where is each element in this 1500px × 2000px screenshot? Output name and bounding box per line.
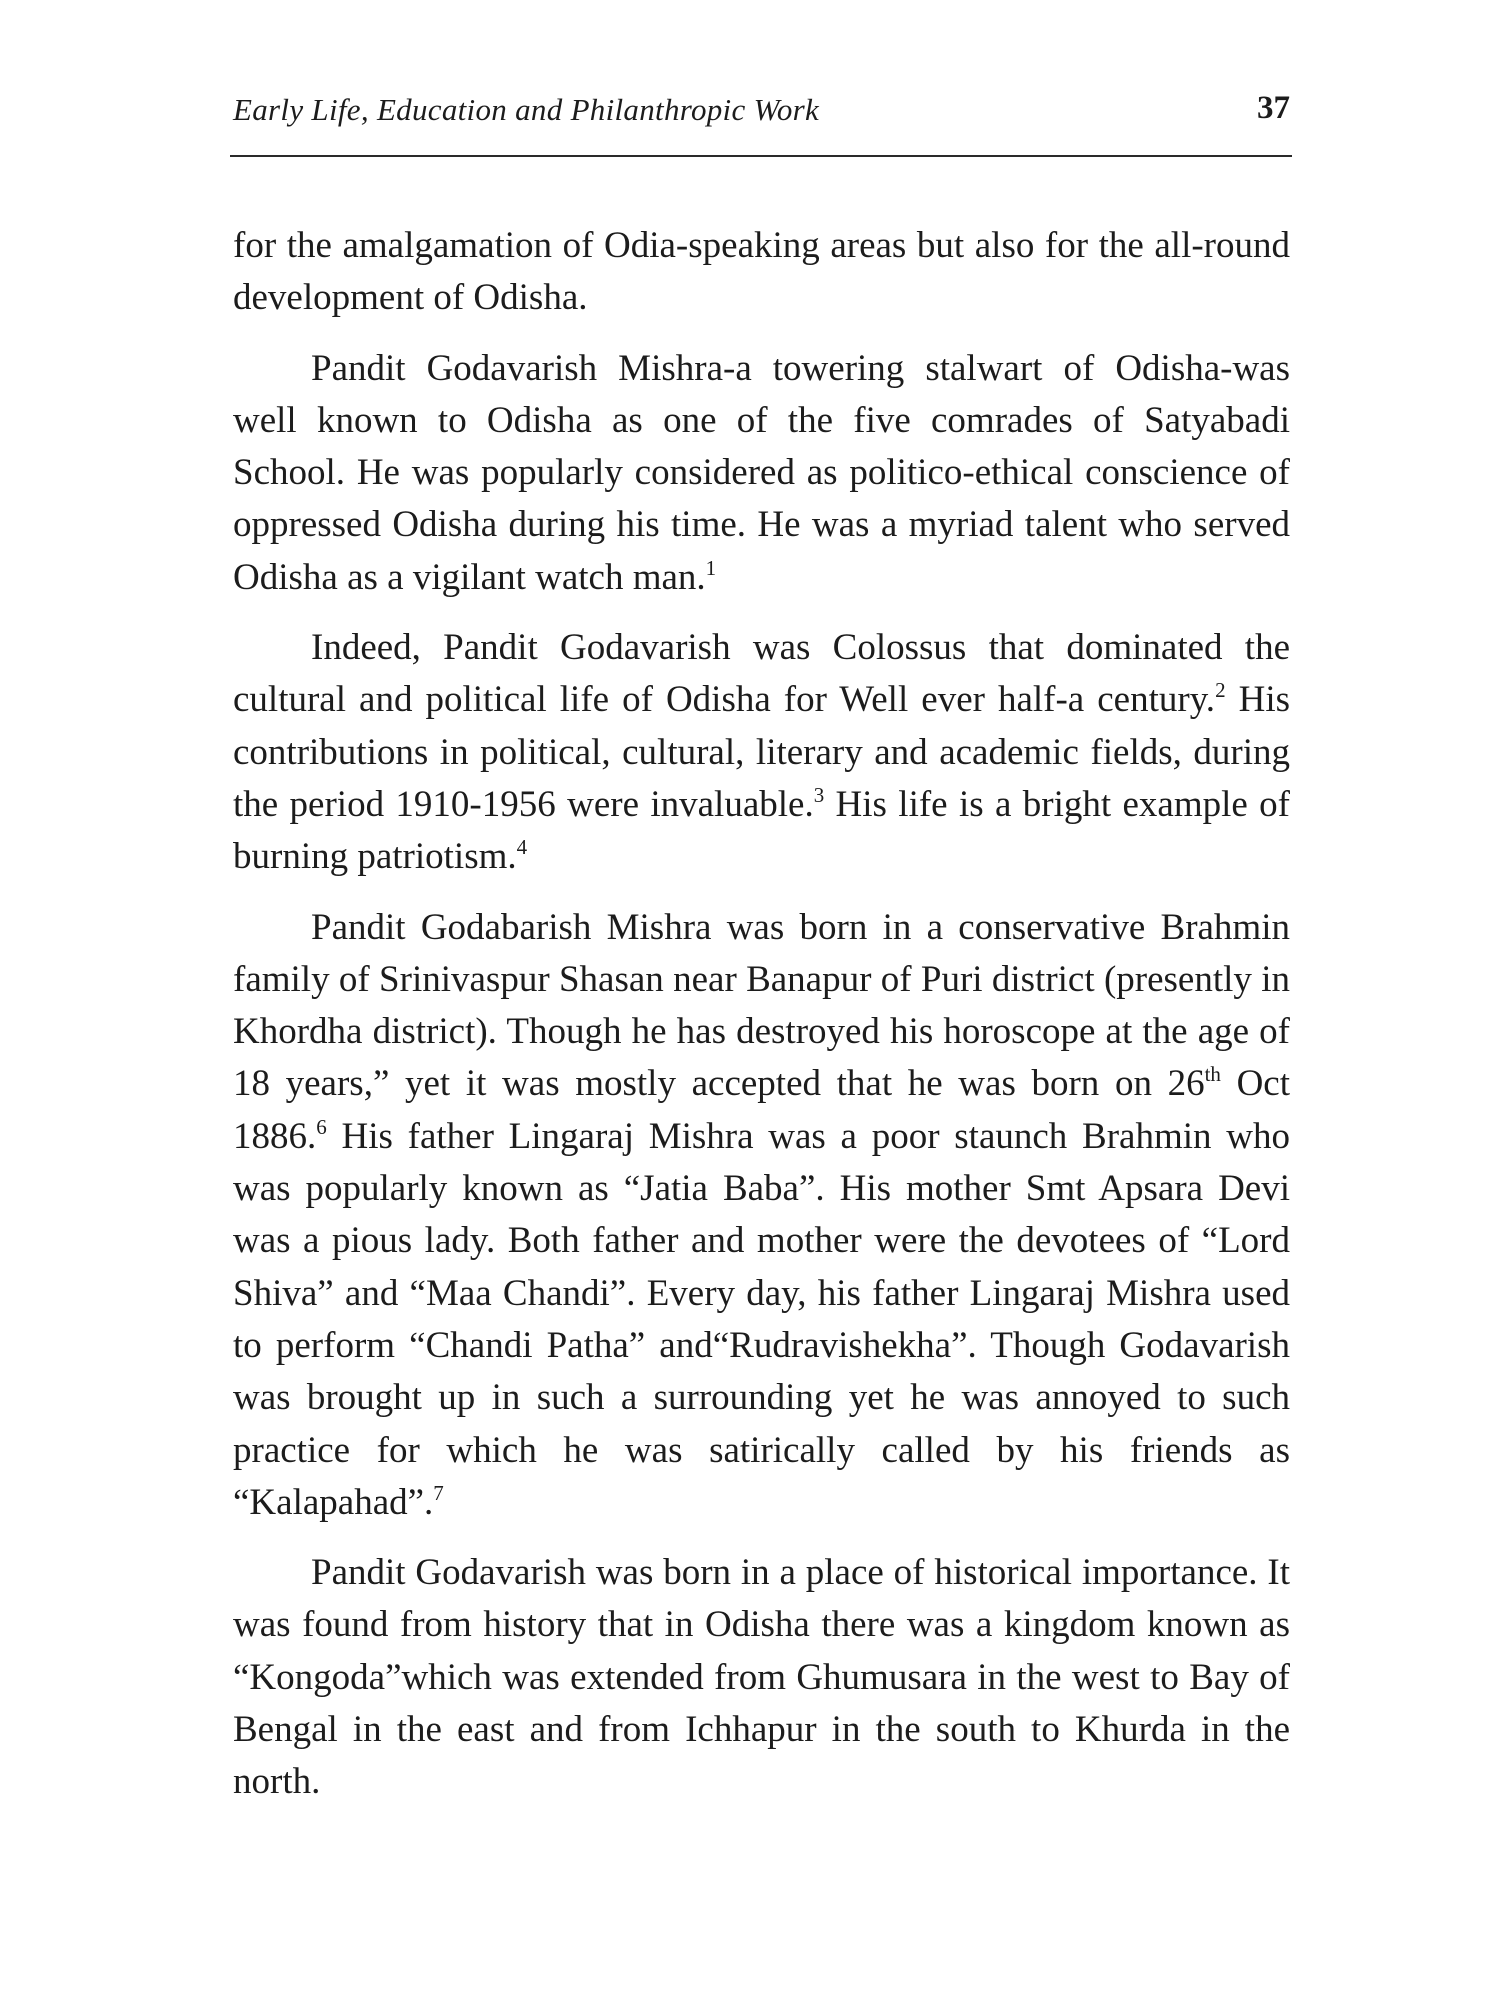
text-run: Oct 1886. [233, 1063, 1290, 1157]
footnote-ref-3: 3 [813, 782, 825, 807]
text-run: for the amalgamation of Odia-speaking areas but also for the all-round development of Odisha. [233, 225, 1290, 319]
paragraph-3 [233, 622, 1290, 883]
footnote-ref-2: 2 [1215, 678, 1226, 703]
footnote-ref-7: 7 [433, 1480, 444, 1505]
text-run: Pandit Godabarish Mishra was born in a conservative Brahmin family of Srinivaspur Shasan near Banapur of Puri district (presently in Khordha district). Though he has destroyed his horoscope at the age of 18 years,” yet it was mostly accepted that he was born on 26 [233, 906, 1290, 1105]
text-run: His father Lingaraj Mishra was a poor staunch Brahmin who was popularly known as “Jatia Baba”. His mother Smt Apsara Devi was a pious lady. Both father and mother were the devotees of “Lord Shiva” and “Maa Chandi”. Every day, his father Lingaraj Mishra used to perform “Chandi Patha” and“Rudravishekha”. Though Godavarish was brought up in such a surrounding yet he was annoyed to such practice for which he was satirically called by his friends as “Kalapahad”. [233, 1115, 1290, 1523]
paragraph-5 [233, 1547, 1290, 1808]
footnote-ref-1: 1 [705, 555, 717, 580]
paragraph-4 [233, 902, 1290, 1530]
body-text [233, 220, 1290, 1827]
header-rule [230, 155, 1292, 157]
footnote-ref-6: 6 [316, 1114, 327, 1139]
running-title: Early Life, Education and Philanthropic Work [233, 92, 820, 127]
ordinal-suffix: th [1204, 1062, 1221, 1087]
running-head [233, 92, 1290, 132]
footnote-ref-4: 4 [516, 835, 528, 860]
paragraph-2 [233, 343, 1290, 604]
text-run: Indeed, Pandit Godavarish was Colossus that dominated the cultural and political life of Odisha for Well ever half-a century. [233, 627, 1290, 721]
page-number: 37 [1257, 90, 1290, 126]
text-run: Pandit Godavarish Mishra-a towering stalwart of Odisha-was well known to Odisha as one of the five comrades of Satyabadi School. He was popularly considered as politico-ethical conscience of oppressed Odisha during his time. He was a myriad talent who served Odisha as a vigilant watch man. [233, 347, 1290, 598]
paragraph-1 [233, 220, 1290, 325]
text-run: Pandit Godavarish was born in a place of historical importance. It was found from history that in Odisha there was a kingdom known as “Kongoda”which was extended from Ghumusara in the west to Bay of Bengal in the east and from Ichhapur in the south to Khurda in the north. [233, 1552, 1290, 1803]
text-run: His life is a bright example of burning patriotism. [233, 783, 1290, 878]
text-run: His contributions in political, cultural, literary and academic fields, during the period 1910-1956 were invaluable. [233, 679, 1290, 825]
